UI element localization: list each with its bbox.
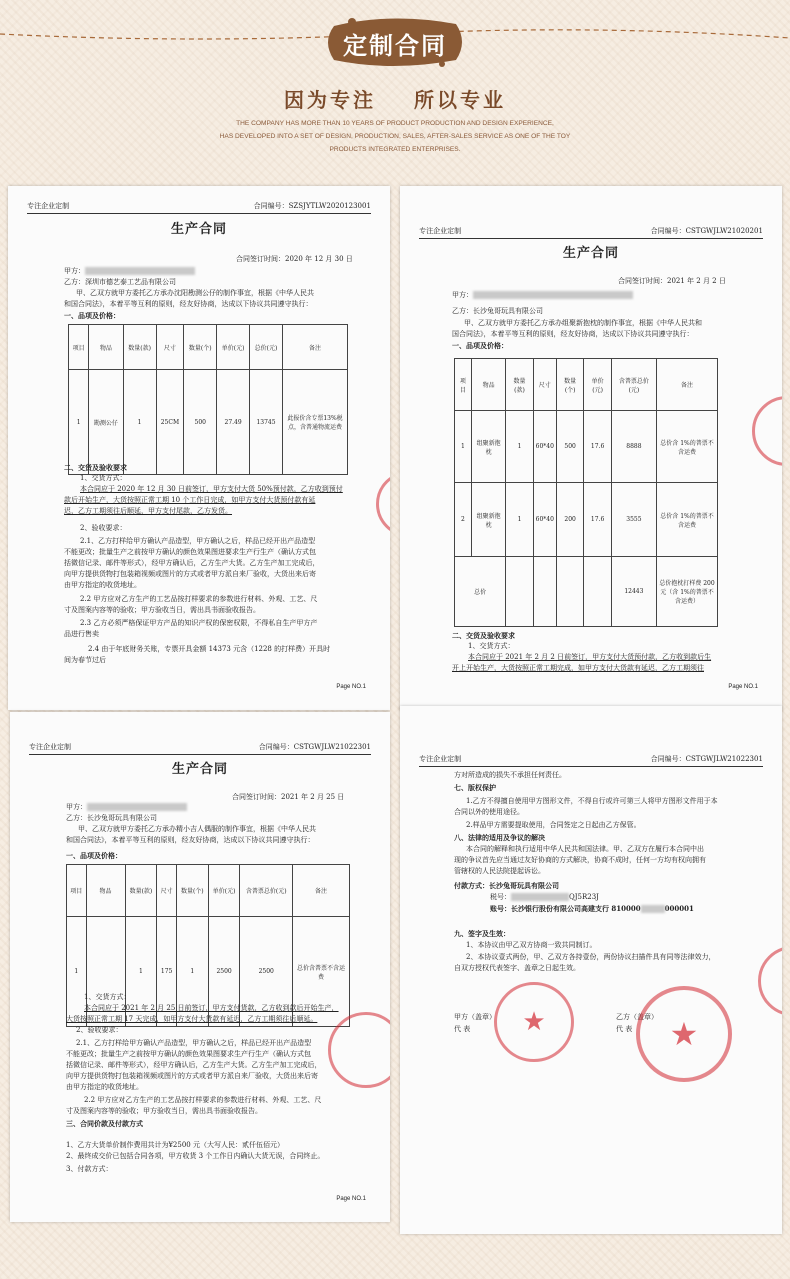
- party-b: 乙方：深圳市德艺泰工艺品有限公司: [64, 278, 176, 286]
- clause-text: 2.样品甲方需要提取使用，合同签定之日起由乙方保管。: [466, 821, 641, 829]
- subtitle-left: 因为专注: [284, 88, 377, 112]
- preamble: 国合同法》，本着平等互利的原则，经友好协商，达成以下协议共同遵守执行：: [452, 330, 694, 338]
- clause-text: 合同以外的使用途径。: [454, 808, 524, 816]
- col-header: 含普票总价(元): [611, 359, 656, 411]
- subtitle-right: 所以专业: [413, 88, 506, 112]
- banner-title: 定制合同: [343, 32, 447, 60]
- preamble: 甲、乙双方就甲方委托乙方承办沈阳勘测公仔的制作事宜，根据《中华人民共: [76, 289, 314, 297]
- accept-text: 品进行售卖: [64, 630, 99, 638]
- contract-number: 合同编号：SZSJYTLW2020123001: [253, 202, 371, 210]
- accept-text: 不能更改；批量生产之前按甲方确认的颜色效果图要求生产行生产（确认方式包: [66, 1050, 311, 1058]
- clause-text: 自双方授权代表签字、盖章之日起生效。: [454, 964, 580, 972]
- delivery-text: 大货按照正常工期 17 天完成，如甲方支付大货款有延迟，乙方工期须往后顺延。: [66, 1015, 318, 1023]
- page-number: Page NO.1: [728, 684, 758, 690]
- col-header: 数量(款): [506, 359, 533, 411]
- header-left: 专注企业定制: [419, 755, 462, 763]
- col-header: 项目: [455, 359, 472, 411]
- company-seal-a: ★: [494, 982, 574, 1062]
- section-heading: 七、版权保护: [454, 783, 496, 792]
- accept-text: 向甲方提供货物打包装箱视频或图片的方式或者甲方派自来厂验收，大货出来后寄: [66, 1072, 318, 1080]
- section-heading: 一、品项及价格：: [64, 311, 120, 320]
- page-number: Page NO.1: [336, 684, 366, 690]
- col-header: 单价(元): [584, 359, 611, 411]
- header-left: 专注企业定制: [27, 202, 70, 210]
- col-header: 单价(元): [217, 325, 250, 370]
- accept-text: 2.3 乙方必须严格保证甲方产品的知识产权的保密权限，不得私自生产甲方产: [80, 619, 318, 627]
- accept-text: 2.4 由于年底财务关账，专票开具金额 14373 元含（1228 的打样费）开具时: [88, 645, 331, 653]
- red-stamp: [328, 1012, 390, 1088]
- clause-text: 管辖权的人民法院提起诉讼。: [454, 867, 545, 875]
- accept-text: 由甲方指定的收货地址。: [64, 581, 141, 589]
- contract-page-2: [400, 186, 782, 710]
- header-left: 专注企业定制: [29, 743, 71, 751]
- payment-text: 1、乙方大货单价制作费用共计为¥2500 元（大写人民：贰仟伍佰元）: [66, 1141, 284, 1149]
- intro-line: THE COMPANY HAS MORE THAN 10 YEARS OF PRODUCT PRODUCTION AND DESIGN EXPERIENCE,: [236, 120, 554, 127]
- table-row: 1 组聚新抱枕 1 60*40 500 17.6 8888 总价含 1%的普票不含运费: [455, 411, 718, 483]
- clause-text: 2、本协议壹式两份，甲、乙双方各持壹份，两份协议扫描件具有同等法律效力，: [466, 953, 716, 961]
- col-header: 单价(元): [208, 865, 240, 917]
- accept-text: 寸及图案内容等的验收；甲方验收当日，需出具书面验收报告。: [66, 1107, 262, 1115]
- col-header: 备注: [657, 359, 718, 411]
- header-left: 专注企业定制: [419, 227, 462, 235]
- delivery-title: 1、交货方式：: [80, 474, 127, 482]
- accept-text: 2.1、乙方打样给甲方确认产品造型，甲方确认之后，样品已经开出产品造型: [76, 1039, 312, 1047]
- tax-id: 税号： QJ5R23J: [490, 893, 599, 901]
- preamble: 甲、乙双方就甲方委托乙方承办精小吉人偶服的制作事宜，根据《中华人民共: [78, 825, 316, 833]
- col-header: 备注: [293, 865, 350, 917]
- col-header: 尺寸: [157, 865, 177, 917]
- section-heading: 二、交货及验收要求: [452, 631, 515, 640]
- accept-text: 括微信记录、邮件等形式），经甲方确认后，乙方生产大货。乙方生产加工完成后，: [64, 559, 320, 567]
- clause-text: 本合同的解释和执行适用中华人民共和国法律。甲、乙双方在履行本合同中出: [466, 845, 704, 853]
- intro-line: PRODUCTS INTEGRATED ENTERPRISES.: [329, 146, 461, 153]
- delivery-text: 本合同应于 2021 年 2 月 25 日前签订，甲方支付货款，乙方收到款后开始生产，: [84, 1004, 339, 1012]
- accept-text: 间为春节过后: [64, 656, 106, 664]
- sign-date: 合同签订时间：2021 年 2 月 25 日: [232, 793, 345, 801]
- intro-line: HAS DEVELOPED INTO A SET OF DESIGN, PRODUCTION, SALES, AFTER-SALES SERVICE AS ONE OF THE TOY: [219, 133, 571, 140]
- table-row: 2 组聚新抱枕 1 60*40 200 17.6 3555 总价含 1%的普票不含运费: [455, 483, 718, 557]
- red-stamp: [752, 396, 782, 466]
- accept-text: 不能更改；批量生产之前按甲方确认的颜色效果图进要求生产行生产（确认方式包: [64, 548, 316, 556]
- table-row-total: 总价 12443 总价抱枕打样费 200 元（含 1%的普票不含运费）: [455, 557, 718, 627]
- delivery-title: 1、交货方式：: [84, 993, 131, 1001]
- col-header: 物品: [86, 865, 125, 917]
- col-header: 数量(个): [176, 865, 208, 917]
- payment-company: 付款方式：长沙兔哥玩具有限公司: [454, 881, 559, 890]
- col-header: 物品: [89, 325, 123, 370]
- contract-title: 生产合同: [562, 246, 619, 261]
- section-heading: 九、签字及生效：: [454, 929, 510, 938]
- accept-title: 2、验收要求：: [76, 1026, 123, 1034]
- col-header: 数量(款): [123, 325, 156, 370]
- accept-text: 向甲方提供货物打包装箱视频或图片的方式或者甲方派自来厂验收，大货出来后寄: [64, 570, 316, 578]
- preamble: 甲、乙双方就甲方委托乙方承办组聚新抱枕的制作事宜，根据《中华人民共和: [464, 319, 702, 327]
- col-header: 尺寸: [156, 325, 184, 370]
- company-intro: [0, 117, 790, 156]
- party-b: 乙方：长沙兔哥玩具有限公司: [66, 814, 157, 822]
- col-header: 数量(款): [125, 865, 157, 917]
- page-header: [419, 754, 763, 767]
- party-a: 甲方：: [64, 266, 195, 277]
- contract-number: 合同编号：CSTGWJLW21020201: [650, 227, 763, 235]
- contract-page-1: [8, 186, 390, 710]
- delivery-text: 款后开始生产，大货按照正常工期 10 个工作日完成，如甲方支付大货预付款有延: [64, 496, 316, 504]
- delivery-text: 本合同应于 2021 年 2 月 2 日前签订，甲方支付大货预付款，乙方收到款后生: [468, 653, 712, 661]
- item-table: [454, 358, 718, 627]
- clause-text: 1.乙方不得擅自使用甲方图形文件，不得自行或许可第三人将甲方图形文件用于本: [466, 797, 718, 805]
- col-header: 备注: [283, 325, 348, 370]
- accept-title: 2、验收要求：: [80, 524, 127, 532]
- banner-subtitle: [0, 84, 790, 113]
- col-header: 项目: [67, 865, 87, 917]
- accept-text: 寸及图案内容等的验收；甲方验收当日，需出具书面验收报告。: [64, 606, 260, 614]
- party-a: 甲方：: [452, 290, 633, 301]
- red-stamp: [376, 471, 390, 537]
- page-number: Page NO.1: [336, 1196, 366, 1202]
- accept-text: 括微信记录、邮件等形式），经甲方确认后，乙方生产大货。乙方生产加工完成后，: [66, 1061, 322, 1069]
- sign-rep-a: 代 表: [454, 1025, 471, 1033]
- contract-number: 合同编号：CSTGWJLW21022301: [258, 743, 371, 751]
- contract-page-3: [10, 712, 390, 1222]
- page-header: [27, 201, 371, 214]
- page-header: [29, 742, 371, 755]
- delivery-text: 开上开始生产，大货按照正常工期完成，如甲方支付大货款有延迟，乙方工期须往: [452, 664, 704, 672]
- preamble: 和国合同法》，本着平等互利的原则，经友好协商，达成以下协议共同遵守执行：: [64, 300, 313, 308]
- clause-text: 现的争议首先应当通过友好协商的方式解决，协商不成时，任何一方均有权向拥有: [454, 856, 706, 864]
- section-heading: 二、交货及验收要求: [64, 463, 127, 472]
- contract-page-4: [400, 706, 782, 1234]
- clause-text: 1、本协议由甲乙双方协商一致共同制订。: [466, 941, 597, 949]
- delivery-text: 迟，乙方工期须往后顺延，甲方支付尾款，乙方发货。: [64, 507, 232, 515]
- party-a: 甲方：: [66, 802, 187, 813]
- accept-text: 由甲方指定的收货地址。: [66, 1083, 143, 1091]
- section-heading: 三、合同价款及付款方式: [66, 1119, 143, 1128]
- item-table: [68, 324, 348, 475]
- contract-title: 生产合同: [170, 222, 227, 237]
- col-header: 总价(元): [250, 325, 283, 370]
- payment-text: 2、最终成交价已包括合同各项，甲方收货 3 个工作日内确认大货无误，合同终止。: [66, 1152, 325, 1160]
- table-row: 1 勘测公仔 1 25CM 500 27.49 13745 此报价含专票13%税点，含普通物流运费: [69, 370, 348, 475]
- sign-rep-b: 代 表: [616, 1025, 633, 1033]
- col-header: 数量(个): [556, 359, 583, 411]
- col-header: 项目: [69, 325, 89, 370]
- delivery-text: 本合同应于 2020 年 12 月 30 日前签订，甲方支付大货 50%预付款，乙方收到预付: [80, 485, 343, 493]
- sign-party-b: 乙方（盖章）: [616, 1013, 658, 1021]
- section-heading: 一、品项及价格：: [66, 851, 122, 860]
- company-seal-b: ★: [636, 986, 732, 1082]
- table-row: 1 1 175 1 2500 2500 总价含普票不含运费: [67, 917, 350, 1027]
- col-header: 含普票总价(元): [240, 865, 293, 917]
- col-header: 数量(个): [184, 325, 217, 370]
- page-header: [419, 226, 763, 239]
- delivery-title: 1、交货方式：: [468, 642, 515, 650]
- section-heading: 八、法律的适用及争议的解决: [454, 833, 545, 842]
- bank-account: 账号：长沙银行股份有限公司高建支行 810000 000001: [490, 904, 694, 913]
- contract-number: 合同编号：CSTGWJLW21022301: [650, 755, 763, 763]
- contract-title: 生产合同: [171, 762, 228, 777]
- sign-party-a: 甲方（盖章）: [454, 1013, 496, 1021]
- accept-text: 2.2 甲方应对乙方生产的工艺品按打样要求的参数进行材料、外观、工艺、尺: [80, 595, 318, 603]
- payment-text: 3、付款方式：: [66, 1165, 113, 1173]
- sign-date: 合同签订时间：2020 年 12 月 30 日: [236, 255, 353, 263]
- preamble: 和国合同法》，本着平等互利的原则，经友好协商，达成以下协议共同遵守执行：: [66, 836, 315, 844]
- party-b: 乙方：长沙兔哥玩具有限公司: [452, 307, 543, 315]
- accept-text: 2.2 甲方应对乙方生产的工艺品按打样要求的参数进行材料、外观、工艺、尺: [84, 1096, 322, 1104]
- col-header: 物品: [471, 359, 505, 411]
- accept-text: 2.1、乙方打样给甲方确认产品造型，甲方确认之后，样品已经开出产品造型: [80, 537, 316, 545]
- sign-date: 合同签订时间：2021 年 2 月 2 日: [618, 277, 726, 285]
- col-header: 尺寸: [533, 359, 556, 411]
- clause-text: 方对所造成的损失不承担任何责任。: [454, 771, 566, 779]
- section-heading: 一、品项及价格：: [452, 341, 508, 350]
- red-stamp-edge: [758, 946, 782, 1016]
